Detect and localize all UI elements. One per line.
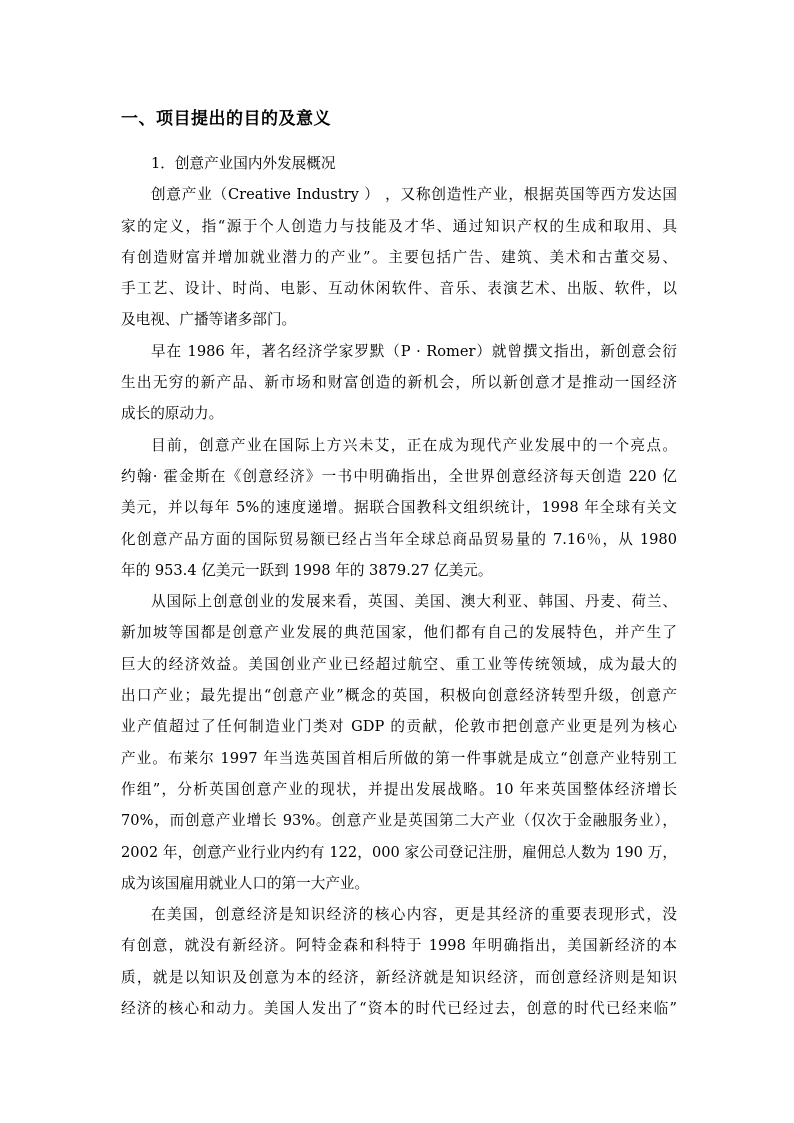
- text-line: 成为该国雇用就业人口的第一大产业。: [121, 874, 370, 892]
- text-line: 新加坡等国都是创意产业发展的典范国家，他们都有自己的发展特色，并产生了: [121, 624, 677, 642]
- text-line: 约翰· 霍金斯在《创意经济》一书中明确指出，全世界创意经济每天创造 220 亿: [121, 467, 677, 485]
- subsection-title: 1．创意产业国内外发展概况: [151, 155, 336, 172]
- text-line: 出口产业；最先提出“创意产业”概念的英国，积极向创意经济转型升级，创意产: [121, 687, 677, 705]
- text-line: 美元，并以每年 5%的速度递增。据联合国教科文组织统计，1998 年全球有关文: [121, 499, 677, 517]
- text-line: 创意产业（Creative Industry ） ，又称创造性产业，根据英国等西方发达国: [151, 186, 677, 204]
- text-line: 作组”，分析英国创意产业的现状，并提出发展战略。10 年来英国整体经济增长: [121, 780, 677, 798]
- text-line: 2002 年，创意产业行业内约有 122，000 家公司登记注册，雇佣总人数为 190 万，: [121, 843, 677, 861]
- text-line: 有创意，就没有新经济。阿特金森和科特于 1998 年明确指出，美国新经济的本: [121, 937, 677, 955]
- text-line: 生出无穷的新产品、新市场和财富创造的新机会，所以新创意才是推动一国经济: [121, 374, 677, 392]
- text-line: 化创意产品方面的国际贸易额已经占当年全球总商品贸易量的 7.16％，从 1980: [121, 530, 677, 548]
- section-heading: 一、项目提出的目的及意义: [121, 109, 331, 129]
- body-text: [121, 148, 677, 1024]
- text-line: 早在 1986 年，著名经济学家罗默（P · Romer）就曾撰文指出，新创意会衍: [151, 342, 677, 360]
- text-line: 目前，创意产业在国际上方兴未艾，正在成为现代产业发展中的一个亮点。: [151, 436, 677, 454]
- text-line: 手工艺、设计、时尚、电影、互动休闲软件、音乐、表演艺术、出版、软件，以: [121, 280, 677, 298]
- text-line: 成长的原动力。: [121, 405, 224, 423]
- text-line: 70%，而创意产业增长 93%。创意产业是英国第二大产业（仅次于金融服务业），: [121, 812, 677, 830]
- text-line: 有创造财富并增加就业潜力的产业”。主要包括广告、建筑、美术和古董交易、: [121, 248, 677, 266]
- text-line: 家的定义，指“源于个人创造力与技能及才华、通过知识产权的生成和取用、具: [121, 217, 677, 235]
- text-line: 巨大的经济效益。美国创业产业已经超过航空、重工业等传统领域，成为最大的: [121, 655, 677, 673]
- text-line: 在美国，创意经济是知识经济的核心内容，更是其经济的重要表现形式，没: [151, 906, 677, 924]
- text-line: 质，就是以知识及创意为本的经济，新经济就是知识经济，而创意经济则是知识: [121, 968, 677, 986]
- text-line: 产业。布莱尔 1997 年当选英国首相后所做的第一件事就是成立“创意产业特别工: [121, 749, 677, 767]
- text-line: 及电视、广播等诸多部门。: [121, 311, 297, 329]
- text-line: 年的 953.4 亿美元一跃到 1998 年的 3879.27 亿美元。: [121, 561, 493, 579]
- text-line: 从国际上创意创业的发展来看，英国、美国、澳大利亚、韩国、丹麦、荷兰、: [151, 593, 677, 611]
- text-line: 经济的核心和动力。美国人发出了“资本的时代已经过去，创意的时代已经来临”: [121, 1000, 677, 1018]
- text-line: 业产值超过了任何制造业门类对 GDP 的贡献，伦敦市把创意产业更是列为核心: [121, 718, 677, 736]
